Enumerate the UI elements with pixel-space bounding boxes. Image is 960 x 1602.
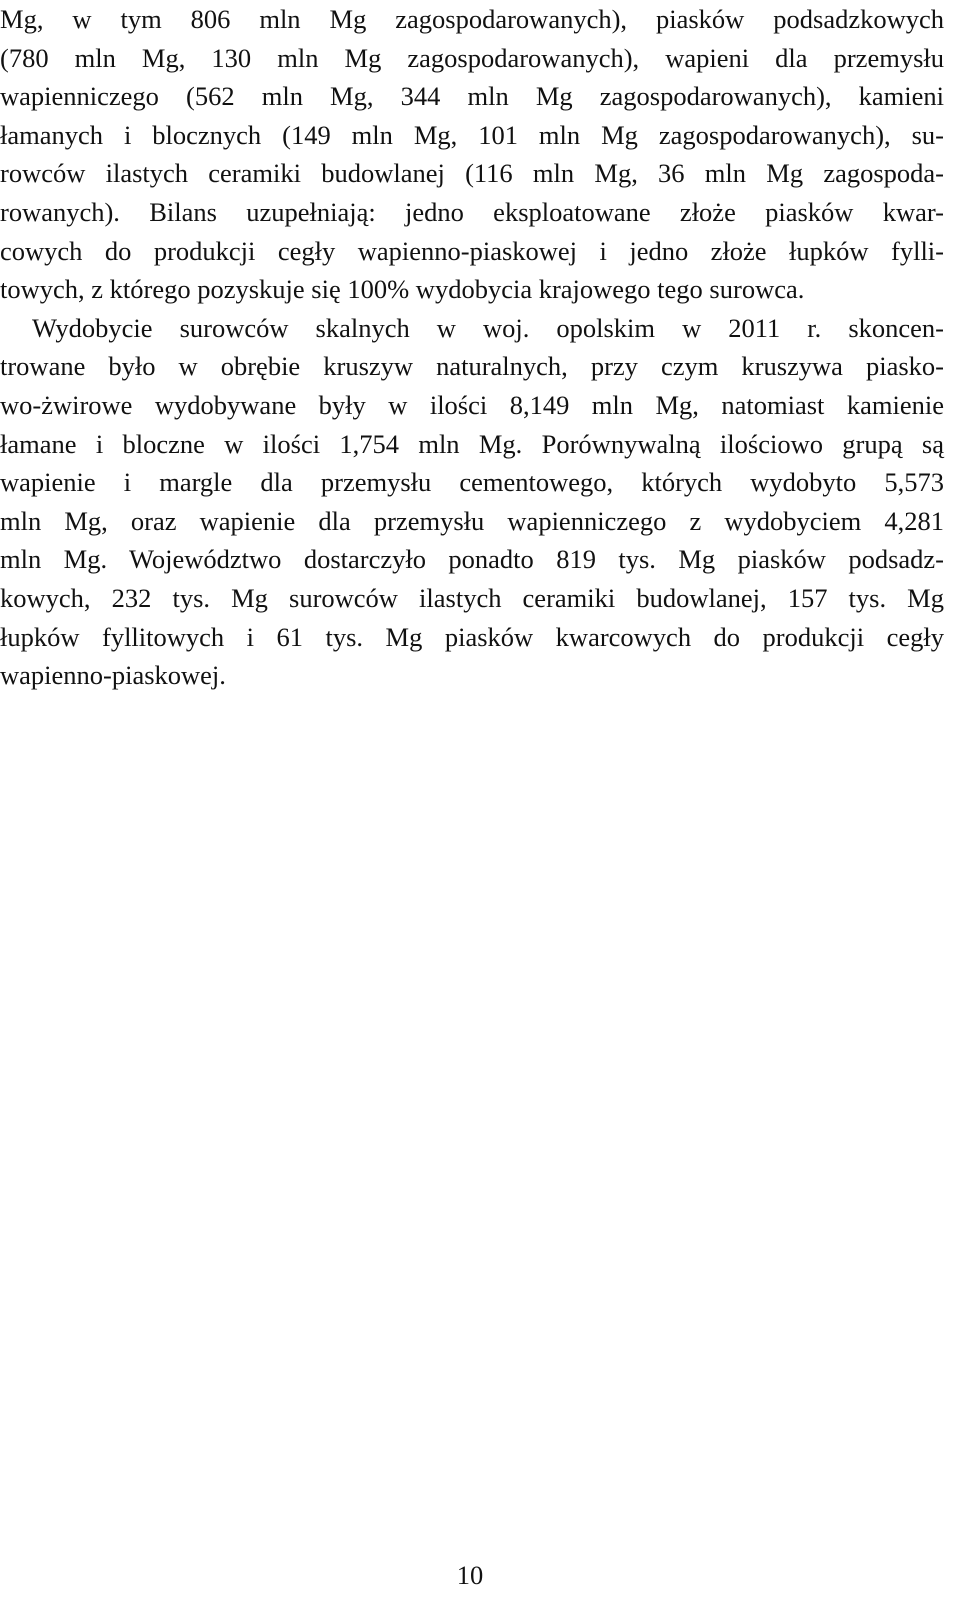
text-line: mln Mg. Województwo dostarczyło ponadto 819 tys. Mg piasków podsadz- [0,544,944,575]
text-line: wapienniczego (562 mln Mg, 344 mln Mg zagospodarowanych), kamieni [0,81,944,112]
text-line: łamane i bloczne w ilości 1,754 mln Mg. Porównywalną ilościowo grupą są [0,428,944,459]
text-line: wapienno-piaskowej. [0,660,226,691]
text-line: rowanych). Bilans uzupełniają: jedno eksploatowane złoże piasków kwar- [0,196,944,227]
text-line: (780 mln Mg, 130 mln Mg zagospodarowanych), wapieni dla przemysłu [0,42,944,73]
text-line: rowców ilastych ceramiki budowlanej (116 mln Mg, 36 mln Mg zagospoda- [0,158,944,189]
text-line: kowych, 232 tys. Mg surowców ilastych ceramiki budowlanej, 157 tys. Mg [0,582,944,613]
text-line: Wydobycie surowców skalnych w woj. opolskim w 2011 r. skoncen- [32,312,944,343]
paragraph-extraction [0,309,944,695]
text-line: łamanych i blocznych (149 mln Mg, 101 mln Mg zagospodarowanych), su- [0,119,944,150]
page-number: 10 [456,1560,484,1590]
text-line: wo-żwirowe wydobywane były w ilości 8,149 mln Mg, natomiast kamienie [0,389,944,420]
text-line: wapienie i margle dla przemysłu cementowego, których wydobyto 5,573 [0,467,944,498]
text-line: trowane było w obrębie kruszyw naturalnych, przy czym kruszywa piasko- [0,351,944,382]
text-line: łupków fyllitowych i 61 tys. Mg piasków kwarcowych do produkcji cegły [0,621,944,652]
text-line: cowych do produkcji cegły wapienno-piaskowej i jedno złoże łupków fylli- [0,235,944,266]
text-line: Mg, w tym 806 mln Mg zagospodarowanych), piasków podsadzkowych [0,4,944,34]
text-line: mln Mg, oraz wapienie dla przemysłu wapienniczego z wydobyciem 4,281 [0,505,944,536]
paragraph-reserves [0,0,944,309]
document-body [0,0,944,695]
text-line: towych, z którego pozyskuje się 100% wydobycia krajowego tego surowca. [0,274,805,305]
